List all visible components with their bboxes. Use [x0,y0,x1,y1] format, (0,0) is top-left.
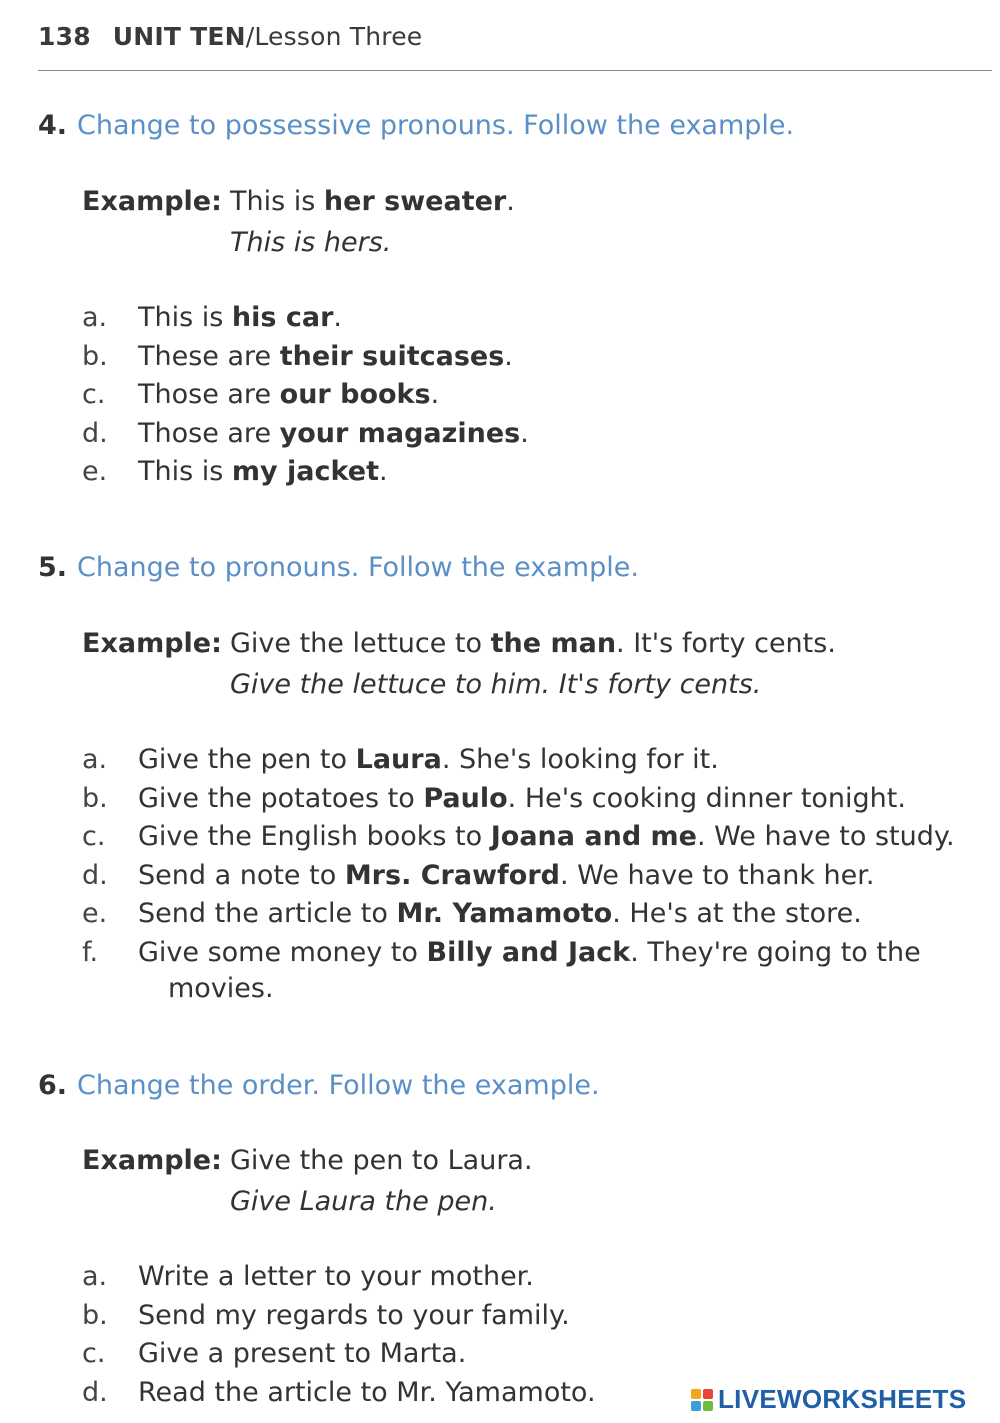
exercise-6-example [82,1145,533,1217]
example-text: This is [230,186,324,217]
list-item [82,302,529,341]
list-item [82,860,955,899]
item-bold: our books [279,379,431,410]
item-letter: a. [82,302,108,333]
liveworksheets-watermark [691,1384,966,1415]
list-item [82,456,529,495]
page-header [38,22,422,51]
example-text: Give the pen to Laura. [230,1145,533,1176]
item-text: Those are [138,379,280,410]
item-text: This is [138,302,232,333]
exercise-instruction: Change to possessive pronouns. Follow the example. [77,110,795,141]
exercise-4-list [82,302,529,495]
item-bold: Billy and Jack [426,936,631,968]
item-letter: d. [82,859,108,891]
item-text-end: . [504,340,513,372]
item-text-end: . He's cooking dinner tonight. [507,782,906,814]
item-letter: c. [82,379,106,410]
logo-tile [703,1389,713,1399]
unit-title: UNIT TEN [112,22,246,51]
item-letter: b. [82,1299,108,1331]
item-text-end: . We have to thank her. [559,859,875,891]
logo-tile [691,1401,701,1411]
item-bold: Laura [355,744,442,775]
list-item-continuation: movies. [168,973,274,1004]
list-item [82,1261,596,1300]
item-text: Give some money to [138,936,427,968]
item-text-end: . [430,379,440,410]
list-item [82,1377,596,1416]
watermark-text: LIVEWORKSHEETS [718,1384,967,1414]
example-label: Example: [82,628,222,659]
item-text-end: . We have to study. [697,821,955,852]
example-answer: This is hers. [230,227,392,258]
item-text-end: . She's looking for it. [441,744,719,775]
item-text: Send the article to [138,898,397,929]
exercise-instruction: Change to pronouns. Follow the example. [77,552,639,583]
item-bold: his car [231,302,334,333]
list-item [82,744,955,783]
list-item [82,937,955,976]
exercise-5-list [82,744,955,1012]
logo-tile [691,1389,701,1399]
header-divider [38,70,992,71]
item-letter: e. [82,898,108,929]
item-letter: d. [82,417,108,449]
example-label: Example: [82,1145,222,1176]
exercise-instruction: Change the order. Follow the example. [77,1070,600,1101]
list-item [82,898,955,937]
item-letter: b. [82,782,108,814]
item-text: Send my regards to your family. [138,1299,570,1331]
item-text: Give the English books to [138,821,491,852]
exercise-number: 4. [38,110,68,141]
example-bold: her sweater [323,186,507,217]
list-item [82,783,955,822]
list-item [82,418,529,457]
item-text: Read the article to Mr. Yamamoto. [138,1376,596,1408]
list-item [82,1338,596,1377]
exercise-4-example [82,186,515,258]
exercise-4-title [38,110,794,141]
item-bold: their suitcases [279,340,505,372]
item-letter: d. [82,1376,108,1408]
item-bold: Mr. Yamamoto [396,898,613,929]
item-text-end: . [333,302,343,333]
exercise-6-title [38,1070,600,1101]
lesson-title: /Lesson Three [245,22,423,51]
item-text: These are [138,340,280,372]
exercise-5-title [38,552,639,583]
example-bold: the man [490,628,617,659]
exercise-number: 5. [38,552,68,583]
liveworksheets-logo-icon [691,1389,713,1411]
item-bold: Mrs. Crawford [344,859,560,891]
item-text: This is [138,456,232,487]
item-bold: my jacket [231,456,379,487]
logo-tile [703,1401,713,1411]
item-bold: your magazines [279,417,521,449]
item-text: Write a letter to your mother. [138,1261,534,1292]
list-item [82,821,955,860]
item-letter: a. [82,744,108,775]
item-bold: Paulo [423,782,508,814]
item-letter: c. [82,821,106,852]
example-answer: Give the lettuce to him. It's forty cents. [230,669,762,700]
item-letter: b. [82,340,108,372]
page-number: 138 [38,22,91,51]
item-text: Those are [138,417,280,449]
list-item [82,341,529,380]
example-text-end: . [506,186,515,217]
item-text: Send a note to [138,859,345,891]
item-text-end: . [379,456,388,487]
example-answer: Give Laura the pen. [230,1186,497,1217]
item-text: Give the potatoes to [138,782,424,814]
item-letter: e. [82,456,108,487]
item-text-end: . He's at the store. [612,898,862,929]
exercise-6-list [82,1261,596,1415]
item-text-end: . [520,417,529,449]
example-label: Example: [82,186,222,217]
list-item [82,379,529,418]
item-letter: a. [82,1261,108,1292]
item-letter: c. [82,1338,106,1369]
item-bold: Joana and me [490,821,697,852]
example-text: Give the lettuce to [230,628,491,659]
list-item [82,1300,596,1339]
item-text-end: . They're going to the [630,936,921,968]
item-text: Give the pen to [138,744,356,775]
exercise-5-example [82,628,836,700]
item-letter: f. [82,936,99,968]
exercise-number: 6. [38,1070,68,1101]
item-text: Give a present to Marta. [138,1338,467,1369]
example-text-end: . It's forty cents. [616,628,836,659]
